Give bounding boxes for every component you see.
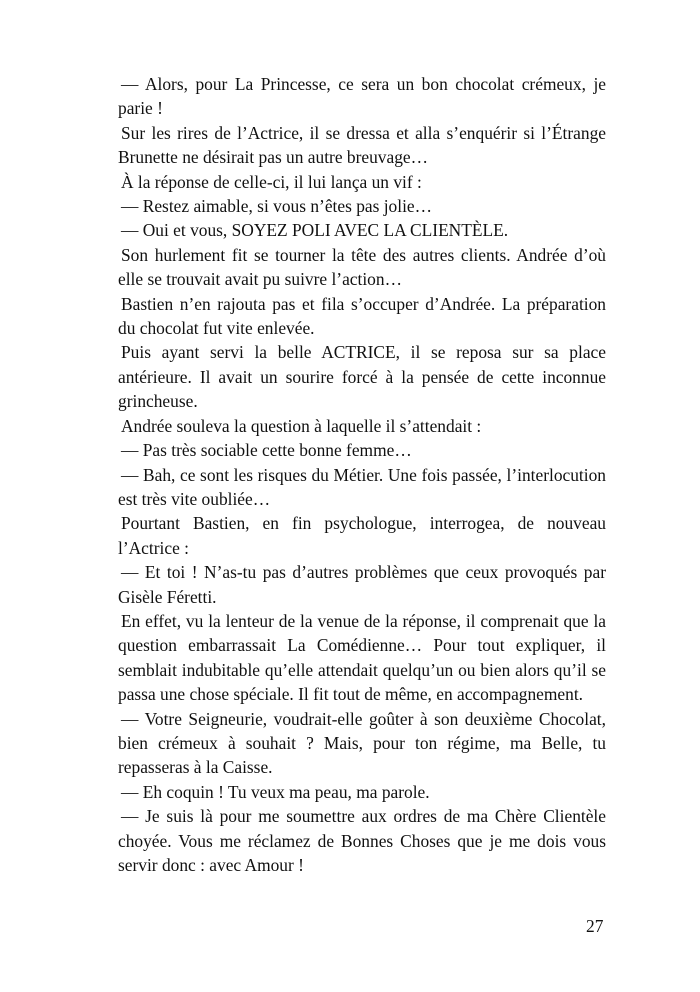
paragraph: À la réponse de celle-ci, il lui lança un vif : bbox=[121, 171, 422, 192]
paragraph: — Oui et vous, SOYEZ POLI AVEC LA CLIENTÈLE. bbox=[121, 220, 509, 241]
paragraph: — Alors, pour La Princesse, ce sera un bon chocolat crémeux, je parie ! bbox=[118, 74, 606, 119]
body-text bbox=[118, 72, 606, 877]
paragraph: Sur les rires de l’Actrice, il se dressa et alla s’enquérir si l’Étrange Brunette ne désirait pas un autre breuvage… bbox=[118, 122, 606, 168]
paragraph: Puis ayant servi la belle ACTRICE, il se reposa sur sa place antérieure. Il avait un sourire forcé à la pensée de cette inconnue grincheuse. bbox=[118, 342, 606, 412]
paragraph: Andrée souleva la question à laquelle il s’attendait : bbox=[121, 415, 482, 436]
paragraph: Pourtant Bastien, en fin psychologue, interrogea, de nouveau l’Actrice : bbox=[118, 513, 606, 558]
paragraph: — Et toi ! N’as-tu pas d’autres problèmes que ceux provoqués par Gisèle Féretti. bbox=[118, 562, 606, 607]
paragraph: — Je suis là pour me soumettre aux ordres de ma Chère Clientèle choyée. Vous me réclamez de Bonnes Choses que je me dois vous servir donc : avec Amour ! bbox=[118, 806, 606, 875]
paragraph: Son hurlement fit se tourner la tête des autres clients. Andrée d’où elle se trouvait avait pu suivre l’action… bbox=[118, 244, 606, 290]
paragraph: — Restez aimable, si vous n’êtes pas jolie… bbox=[121, 196, 433, 217]
paragraph: En effet, vu la lenteur de la venue de la réponse, il comprenait que la question embarrassait La Comédienne… Pour tout expliquer, il semblait indubitable qu’elle attendait quelqu’un ou bien alors qu’il se passa une chose spéciale. Il fit tout de même, en accompagnement. bbox=[118, 610, 606, 705]
paragraph: — Pas très sociable cette bonne femme… bbox=[121, 440, 412, 461]
page-number: 27 bbox=[586, 916, 604, 936]
paragraph: — Eh coquin ! Tu veux ma peau, ma parole. bbox=[121, 781, 430, 802]
paragraph: Bastien n’en rajouta pas et fila s’occuper d’Andrée. La préparation du chocolat fut vite enlevée. bbox=[118, 293, 606, 339]
paragraph: — Votre Seigneurie, voudrait-elle goûter à son deuxième Chocolat, bien crémeux à souhait ? Mais, pour ton régime, ma Belle, tu repasseras à la Caisse. bbox=[118, 708, 606, 778]
paragraph: — Bah, ce sont les risques du Métier. Une fois passée, l’interlocution est très vite oubliée… bbox=[118, 464, 606, 509]
